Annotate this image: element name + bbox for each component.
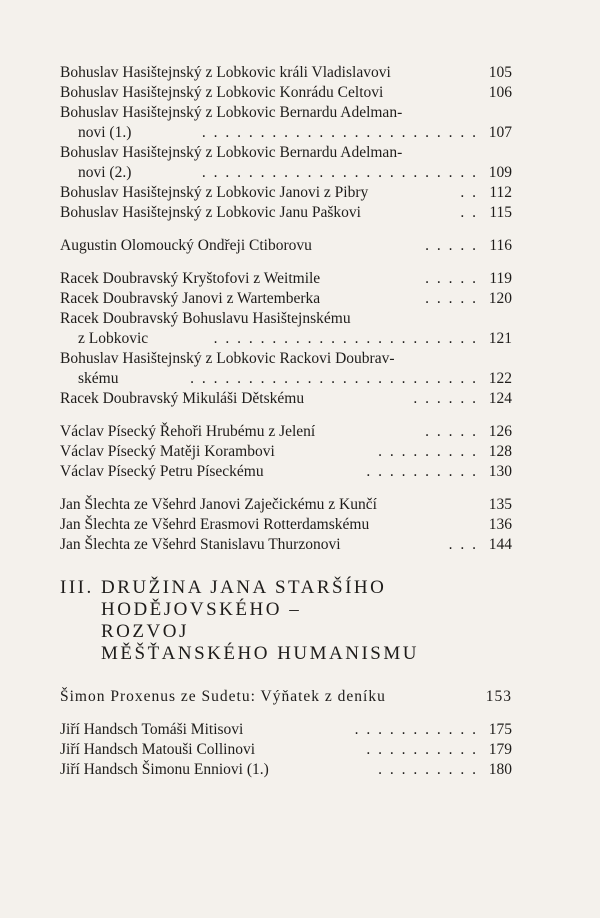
page-number: 106 (488, 84, 512, 101)
page-number: 120 (488, 290, 512, 307)
page-number: 116 (489, 237, 512, 254)
leader-dots: . . . . . . . . . (378, 761, 478, 778)
page-number: 112 (489, 184, 512, 201)
toc-entry (60, 103, 512, 123)
entry-title: Augustin Olomoucký Ondřeji Ctiborovu (60, 237, 312, 254)
page-number: 126 (488, 423, 512, 440)
group-gap (60, 409, 512, 422)
heading-text: ROZVOJ (101, 621, 189, 642)
toc-entry (60, 236, 512, 256)
heading-text: MĚŠŤANSKÉHO HUMANISMU (101, 643, 419, 664)
page-number: 153 (485, 688, 512, 705)
section-heading-line (60, 621, 512, 643)
page-number: 135 (488, 496, 512, 513)
entry-title: Václav Písecký Řehoři Hrubému z Jelení (60, 423, 316, 440)
page-number: 144 (488, 536, 512, 553)
section-gap (60, 665, 512, 687)
leader-dots: . . . . . . . . . . . . . . . . . . . . . . . . (201, 124, 478, 141)
leader-dots: . . . . . . . . . . . . . . . . . . . . . . . . . (190, 370, 478, 387)
toc-entry (60, 123, 512, 143)
page-number: 175 (488, 721, 512, 738)
toc-entry (60, 269, 512, 289)
toc-entry (60, 203, 512, 223)
entry-title: Jiří Handsch Tomáši Mitisovi (60, 721, 244, 738)
toc-entry (60, 740, 512, 760)
toc-entry (60, 83, 512, 103)
toc-entry (60, 687, 512, 707)
toc-entry (60, 329, 512, 349)
toc-entry (60, 462, 512, 482)
toc-entry (60, 349, 512, 369)
group-gap (60, 707, 512, 720)
entry-title: Bohuslav Hasištejnský z Lobkovic Konrádu Celtovi (60, 84, 384, 101)
leader-dots: . . . (448, 536, 478, 553)
page-number: 119 (489, 270, 512, 287)
toc-entry (60, 389, 512, 409)
section-gap (60, 555, 512, 577)
page-number: 122 (488, 370, 512, 387)
entry-title: Racek Doubravský Janovi z Wartemberka (60, 290, 321, 307)
section-heading-line (60, 643, 512, 665)
entry-title: Jiří Handsch Matouši Collinovi (60, 741, 256, 758)
page-number: 109 (488, 164, 512, 181)
toc-entry (60, 163, 512, 183)
page-number: 179 (488, 741, 512, 758)
page-number: 115 (489, 204, 512, 221)
page-number: 128 (488, 443, 512, 460)
entry-title: Bohuslav Hasištejnský z Lobkovic Bernardu Adelman- (60, 144, 403, 161)
toc-entry (60, 720, 512, 740)
leader-dots: . . (460, 204, 478, 221)
page-number: 124 (488, 390, 512, 407)
entry-title: novi (1.) (78, 124, 132, 141)
entry-title: skému (78, 370, 119, 387)
entry-title: Jan Šlechta ze Všehrd Janovi Zaječickému z Kunčí (60, 496, 377, 513)
section-heading-line (60, 599, 512, 621)
leader-dots: . . . . . . . . . (378, 443, 478, 460)
leader-dots: . . . . . . . . . . . (354, 721, 478, 738)
toc-entry (60, 63, 512, 83)
entry-title: novi (2.) (78, 164, 132, 181)
page-number: 130 (488, 463, 512, 480)
leader-dots: . . . . . (425, 423, 478, 440)
group-gap (60, 482, 512, 495)
leader-dots: . . . . . (425, 270, 478, 287)
toc-entry (60, 369, 512, 389)
entry-title: Šimon Proxenus ze Sudetu: Výňatek z deníku (60, 688, 386, 705)
leader-dots: . . . . . . . . . . (366, 463, 478, 480)
entry-title: Bohuslav Hasištejnský z Lobkovic Janu Paškovi (60, 204, 361, 221)
entry-title: Jan Šlechta ze Všehrd Erasmovi Rotterdamskému (60, 516, 370, 533)
entry-title: Racek Doubravský Kryštofovi z Weitmile (60, 270, 321, 287)
page-number: 136 (488, 516, 512, 533)
page-number: 107 (488, 124, 512, 141)
toc-entry (60, 442, 512, 462)
leader-dots: . . . . . . . . . . (366, 741, 478, 758)
toc-entry (60, 183, 512, 203)
leader-dots: . . . . . . . . . . . . . . . . . . . . . . . (213, 330, 478, 347)
group-gap (60, 256, 512, 269)
toc-entry (60, 495, 512, 515)
section-heading (60, 577, 512, 665)
toc-entry (60, 309, 512, 329)
entry-title: Jan Šlechta ze Všehrd Stanislavu Thurzonovi (60, 536, 341, 553)
entry-title: Bohuslav Hasištejnský z Lobkovic Bernardu Adelman- (60, 104, 403, 121)
entry-title: Bohuslav Hasištejnský z Lobkovic králi Vladislavovi (60, 64, 391, 81)
section-heading-line (60, 577, 512, 599)
page-number: 180 (488, 761, 512, 778)
toc-entry (60, 515, 512, 535)
heading-text: DRUŽINA JANA STARŠÍHO (101, 577, 387, 598)
toc-entry (60, 760, 512, 780)
toc-entry (60, 289, 512, 309)
leader-dots: . . . . . (425, 237, 478, 254)
entry-title: Racek Doubravský Bohuslavu Hasištejnskému (60, 310, 351, 327)
leader-dots: . . . . . . (413, 390, 478, 407)
leader-dots: . . (460, 184, 478, 201)
entry-title: z Lobkovic (78, 330, 149, 347)
heading-text: HODĚJOVSKÉHO – (101, 599, 302, 620)
entry-title: Bohuslav Hasištejnský z Lobkovic Janovi z Pibry (60, 184, 369, 201)
leader-dots: . . . . . . . . . . . . . . . . . . . . . . . . (201, 164, 478, 181)
toc-entry (60, 422, 512, 442)
table-of-contents (60, 63, 512, 780)
section-numeral: III. (60, 577, 94, 598)
page-number: 105 (488, 64, 512, 81)
entry-title: Jiří Handsch Šimonu Enniovi (1.) (60, 761, 269, 778)
entry-title: Václav Písecký Matěji Korambovi (60, 443, 275, 460)
entry-title: Václav Písecký Petru Píseckému (60, 463, 264, 480)
entry-title: Bohuslav Hasištejnský z Lobkovic Rackovi Doubrav- (60, 350, 395, 367)
leader-dots: . . . . . (425, 290, 478, 307)
page-number: 121 (488, 330, 512, 347)
toc-entry (60, 143, 512, 163)
entry-title: Racek Doubravský Mikuláši Dětskému (60, 390, 305, 407)
group-gap (60, 223, 512, 236)
toc-entry (60, 535, 512, 555)
